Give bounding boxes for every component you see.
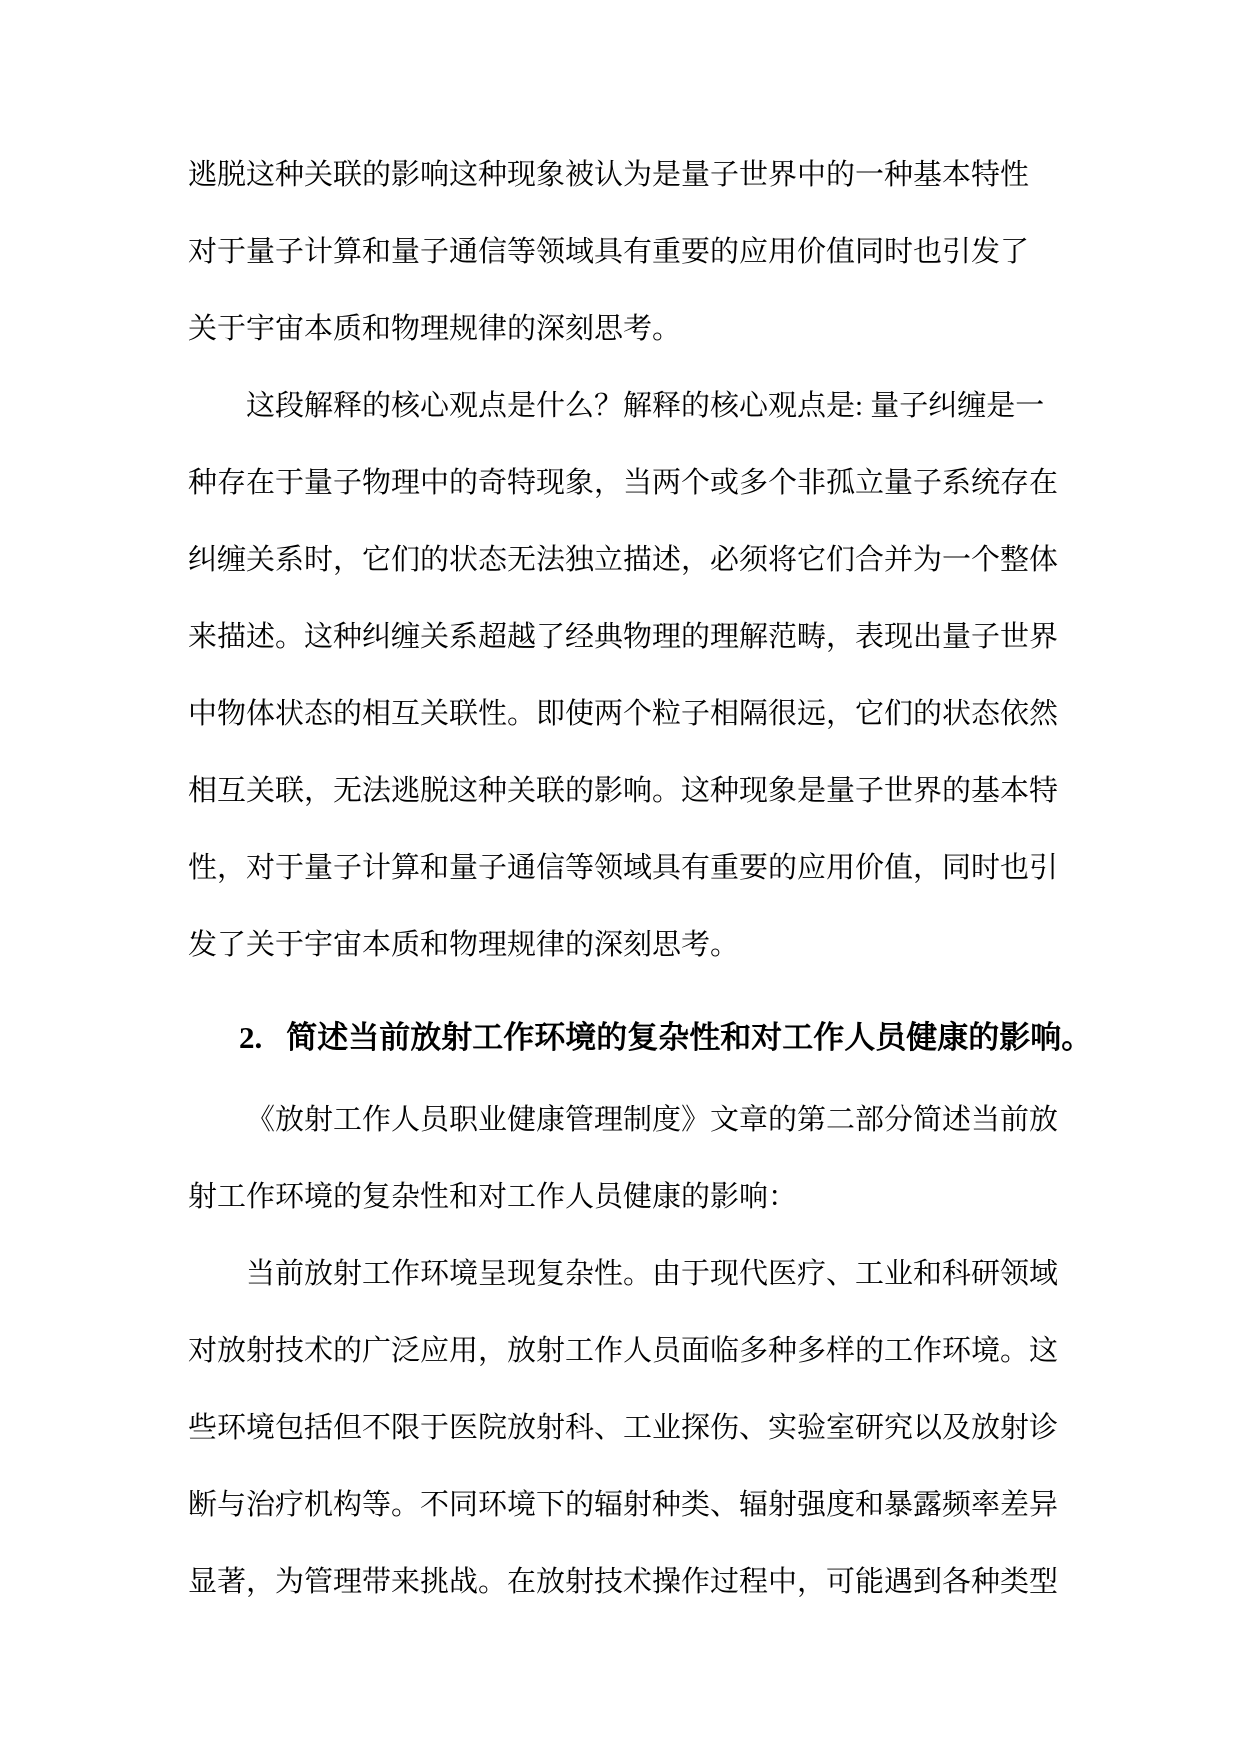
text-line: 些环境包括但不限于医院放射科、工业探伤、实验室研究以及放射诊 [188, 1412, 1059, 1444]
text-line: 中物体状态的相互关联性。即使两个粒子相隔很远，它们的状态依然 [188, 698, 1059, 730]
text-line: 种存在于量子物理中的奇特现象，当两个或多个非孤立量子系统存在 [188, 467, 1059, 499]
text-line: 纠缠关系时，它们的状态无法独立描述，必须将它们合并为一个整体 [188, 544, 1059, 576]
text-line: 射工作环境的复杂性和对工作人员健康的影响： [188, 1181, 798, 1213]
text-line: 相互关联，无法逃脱这种关联的影响。这种现象是量子世界的基本特 [188, 775, 1059, 807]
text-line: 断与治疗机构等。不同环境下的辐射种类、辐射强度和暴露频率差异 [188, 1489, 1059, 1521]
heading-number: 2. [239, 1020, 263, 1055]
section-heading [188, 999, 1091, 1076]
text-line: 《放射工作人员职业健康管理制度》文章的第二部分简述当前放 [246, 1104, 1059, 1136]
paragraph-quantum-continuation [188, 137, 1091, 368]
text-line: 对于量子计算和量子通信等领域具有重要的应用价值同时也引发了 [188, 236, 1030, 268]
paragraph-radiation-complexity [188, 1236, 1091, 1621]
text-line: 逃脱这种关联的影响这种现象被认为是量子世界中的一种基本特性 [188, 159, 1030, 191]
text-line: 对放射技术的广泛应用，放射工作人员面临多种多样的工作环境。这 [188, 1335, 1059, 1367]
paragraph-quantum-explanation [188, 368, 1091, 984]
text-line: 当前放射工作环境呈现复杂性。由于现代医疗、工业和科研领域 [246, 1258, 1059, 1290]
text-line: 性，对于量子计算和量子通信等领域具有重要的应用价值，同时也引 [188, 852, 1059, 884]
text-line: 来描述。这种纠缠关系超越了经典物理的理解范畴，表现出量子世界 [188, 621, 1059, 653]
text-line: 显著，为管理带来挑战。在放射技术操作过程中，可能遇到各种类型 [188, 1566, 1059, 1598]
text-line: 这段解释的核心观点是什么？解释的核心观点是: 量子纠缠是一 [246, 390, 1045, 422]
paragraph-radiation-intro [188, 1082, 1091, 1236]
heading-text: 简述当前放射工作环境的复杂性和对工作人员健康的影响。 [286, 1020, 1093, 1055]
text-line: 关于宇宙本质和物理规律的深刻思考。 [188, 313, 682, 345]
text-line: 发了关于宇宙本质和物理规律的深刻思考。 [188, 929, 740, 961]
